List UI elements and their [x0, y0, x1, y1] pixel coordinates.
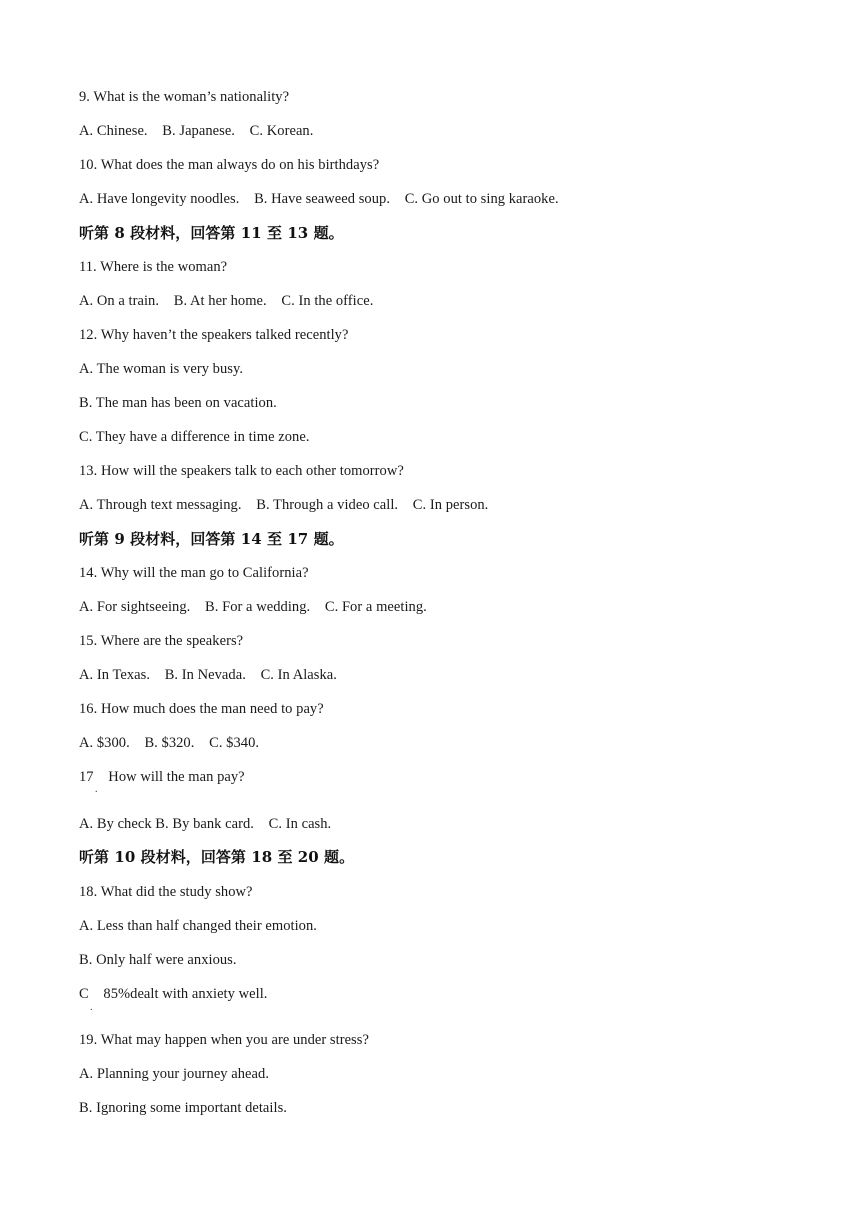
question-15-options: A. In Texas. B. In Nevada. C. In Alaska. — [79, 667, 337, 683]
question-17: 17 How will the man pay? — [79, 769, 245, 785]
stray-dot-q18: . — [90, 1002, 93, 1013]
question-13: 13. How will the speakers talk to each other tomorrow? — [79, 463, 404, 479]
question-17-options: A. By check B. By bank card. C. In cash. — [79, 816, 332, 832]
question-18-option-c: C 85%dealt with anxiety well. — [79, 986, 268, 1002]
question-15: 15. Where are the speakers? — [79, 633, 244, 649]
question-18-option-a: A. Less than half changed their emotion. — [79, 918, 317, 934]
question-13-options: A. Through text messaging. B. Through a video call. C. In person. — [79, 497, 489, 513]
question-12-option-c: C. They have a difference in time zone. — [79, 429, 310, 445]
question-10: 10. What does the man always do on his birthdays? — [79, 157, 380, 173]
section-heading-9: 听第 9 段材料，回答第 14 至 17 题。 — [79, 530, 344, 548]
section-heading-8: 听第 8 段材料，回答第 11 至 13 题。 — [79, 224, 344, 242]
question-12: 12. Why haven’t the speakers talked recently? — [79, 327, 349, 343]
question-12-option-a: A. The woman is very busy. — [79, 361, 243, 377]
question-11: 11. Where is the woman? — [79, 259, 228, 275]
question-12-option-b: B. The man has been on vacation. — [79, 395, 277, 411]
question-19-option-b: B. Ignoring some important details. — [79, 1100, 287, 1116]
question-18: 18. What did the study show? — [79, 884, 253, 900]
question-14-options: A. For sightseeing. B. For a wedding. C. For a meeting. — [79, 599, 427, 615]
question-16: 16. How much does the man need to pay? — [79, 701, 324, 717]
question-14: 14. Why will the man go to California? — [79, 565, 309, 581]
question-10-options: A. Have longevity noodles. B. Have seaweed soup. C. Go out to sing karaoke. — [79, 191, 559, 207]
question-11-options: A. On a train. B. At her home. C. In the office. — [79, 293, 374, 309]
section-heading-10: 听第 10 段材料，回答第 18 至 20 题。 — [79, 848, 355, 866]
question-9-options: A. Chinese. B. Japanese. C. Korean. — [79, 123, 314, 139]
question-19-option-a: A. Planning your journey ahead. — [79, 1066, 270, 1082]
stray-dot-q17: . — [95, 784, 98, 795]
question-16-options: A. $300. B. $320. C. $340. — [79, 735, 260, 751]
question-19: 19. What may happen when you are under stress? — [79, 1032, 369, 1048]
question-18-option-b: B. Only half were anxious. — [79, 952, 237, 968]
question-9: 9. What is the woman’s nationality? — [79, 89, 290, 105]
